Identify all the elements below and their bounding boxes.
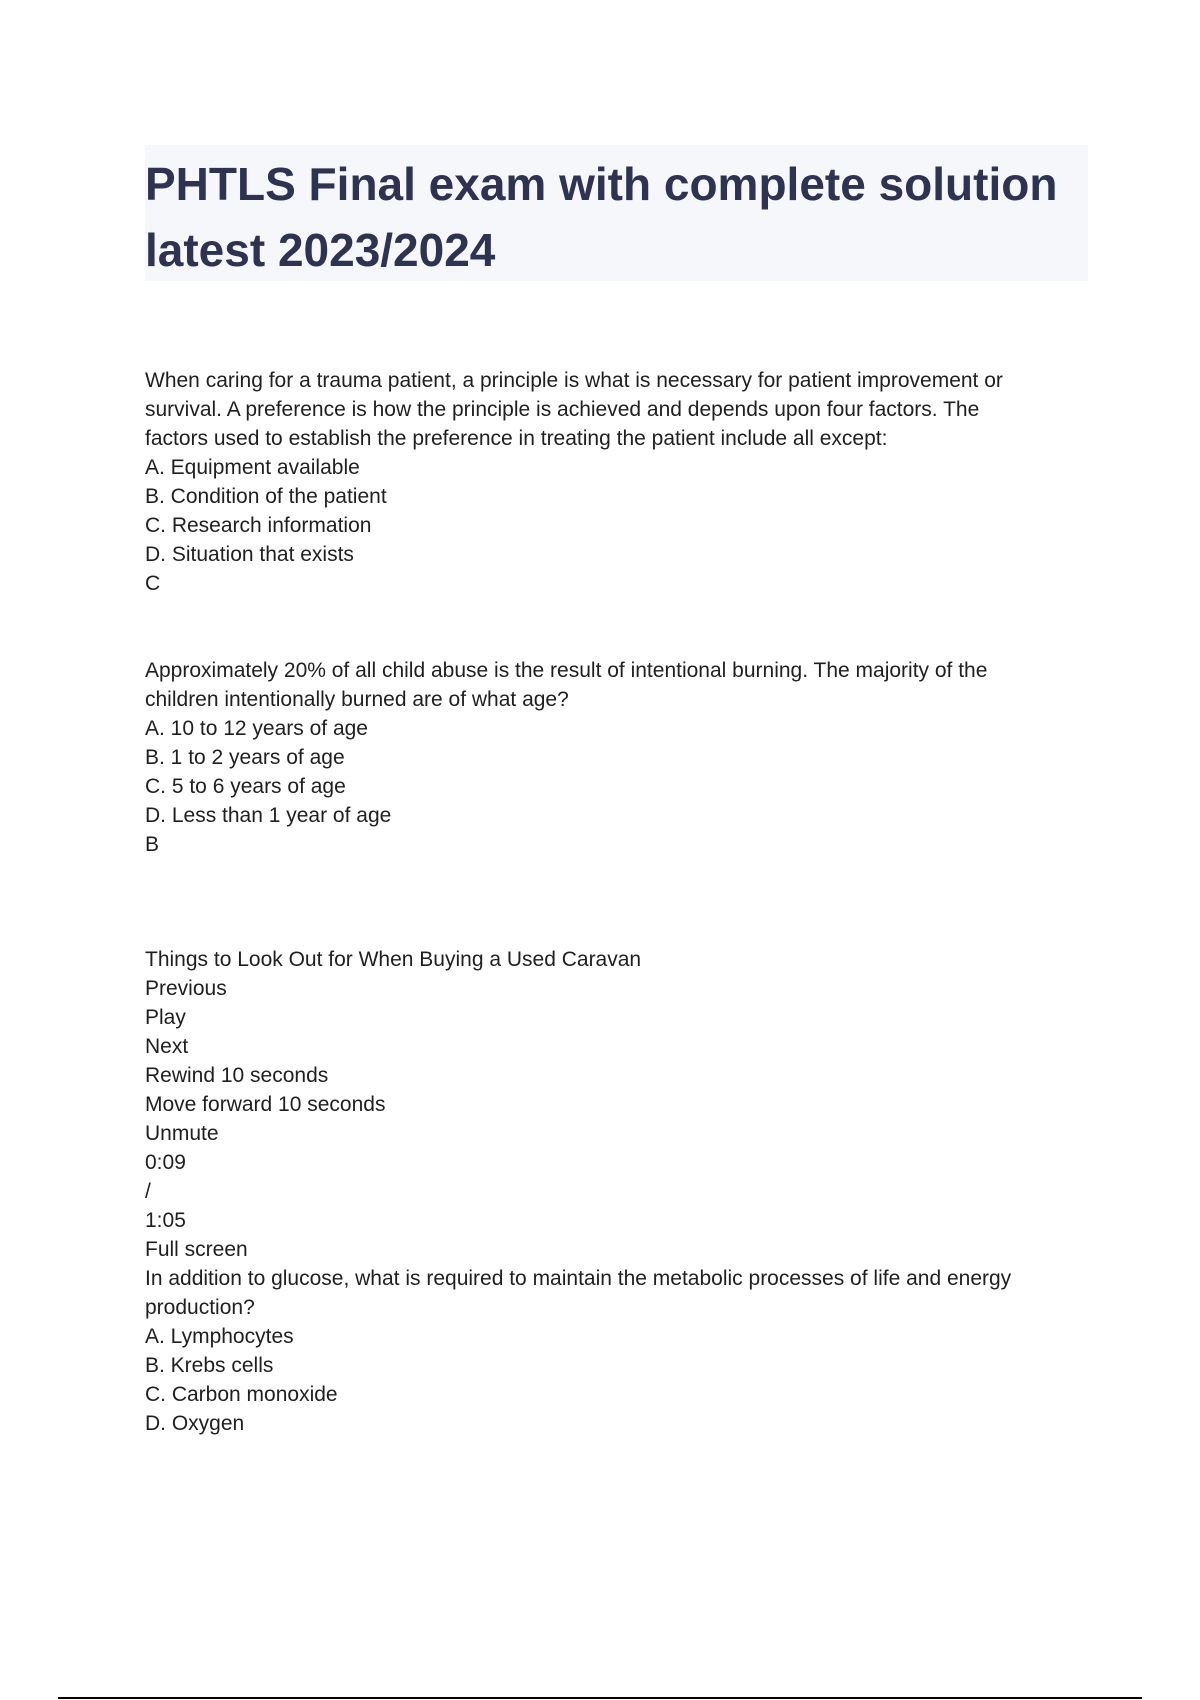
answer-option: B. 1 to 2 years of age — [145, 746, 345, 769]
answer-option: B. Condition of the patient — [145, 485, 387, 508]
current-time: 0:09 — [145, 1151, 186, 1174]
question-stem-line: children intentionally burned are of what age? — [145, 688, 569, 711]
title-block — [145, 145, 1088, 281]
play-button[interactable]: Play — [145, 1006, 186, 1029]
answer-option: D. Less than 1 year of age — [145, 804, 392, 827]
spacer — [145, 859, 1065, 945]
footer-divider — [58, 1697, 1142, 1699]
document-title: PHTLS Final exam with complete solution latest 2023/2024 — [145, 158, 1058, 276]
forward-button[interactable]: Move forward 10 seconds — [145, 1093, 386, 1116]
rewind-button[interactable]: Rewind 10 seconds — [145, 1064, 329, 1087]
correct-answer: B — [145, 833, 160, 856]
answer-option: D. Oxygen — [145, 1412, 245, 1435]
question-2 — [145, 656, 1065, 859]
answer-option: D. Situation that exists — [145, 543, 354, 566]
answer-option: C. Carbon monoxide — [145, 1383, 338, 1406]
video-title: Things to Look Out for When Buying a Used Caravan — [145, 948, 642, 971]
document-content — [145, 366, 1065, 1438]
answer-option: B. Krebs cells — [145, 1354, 274, 1377]
spacer — [145, 598, 1065, 656]
answer-option: A. Equipment available — [145, 456, 360, 479]
question-3 — [145, 1264, 1065, 1438]
video-widget-text — [145, 945, 1065, 1264]
answer-option: A. Lymphocytes — [145, 1325, 294, 1348]
question-stem-line: production? — [145, 1296, 255, 1319]
video-duration: 1:05 — [145, 1209, 186, 1232]
question-stem-line: In addition to glucose, what is required to maintain the metabolic processes of life and energy — [145, 1267, 1012, 1290]
question-stem-line: When caring for a trauma patient, a principle is what is necessary for patient improvement or — [145, 369, 1003, 392]
answer-option: C. 5 to 6 years of age — [145, 775, 346, 798]
previous-button[interactable]: Previous — [145, 977, 227, 1000]
time-separator: / — [145, 1180, 151, 1203]
next-button[interactable]: Next — [145, 1035, 189, 1058]
fullscreen-button[interactable]: Full screen — [145, 1238, 248, 1261]
answer-option: C. Research information — [145, 514, 372, 537]
question-1 — [145, 366, 1065, 598]
answer-option: A. 10 to 12 years of age — [145, 717, 368, 740]
question-stem-line: survival. A preference is how the principle is achieved and depends upon four factors. The — [145, 398, 980, 421]
unmute-button[interactable]: Unmute — [145, 1122, 219, 1145]
question-stem-line: factors used to establish the preference in treating the patient include all except: — [145, 427, 888, 450]
correct-answer: C — [145, 572, 161, 595]
question-stem-line: Approximately 20% of all child abuse is the result of intentional burning. The majority of the — [145, 659, 988, 682]
